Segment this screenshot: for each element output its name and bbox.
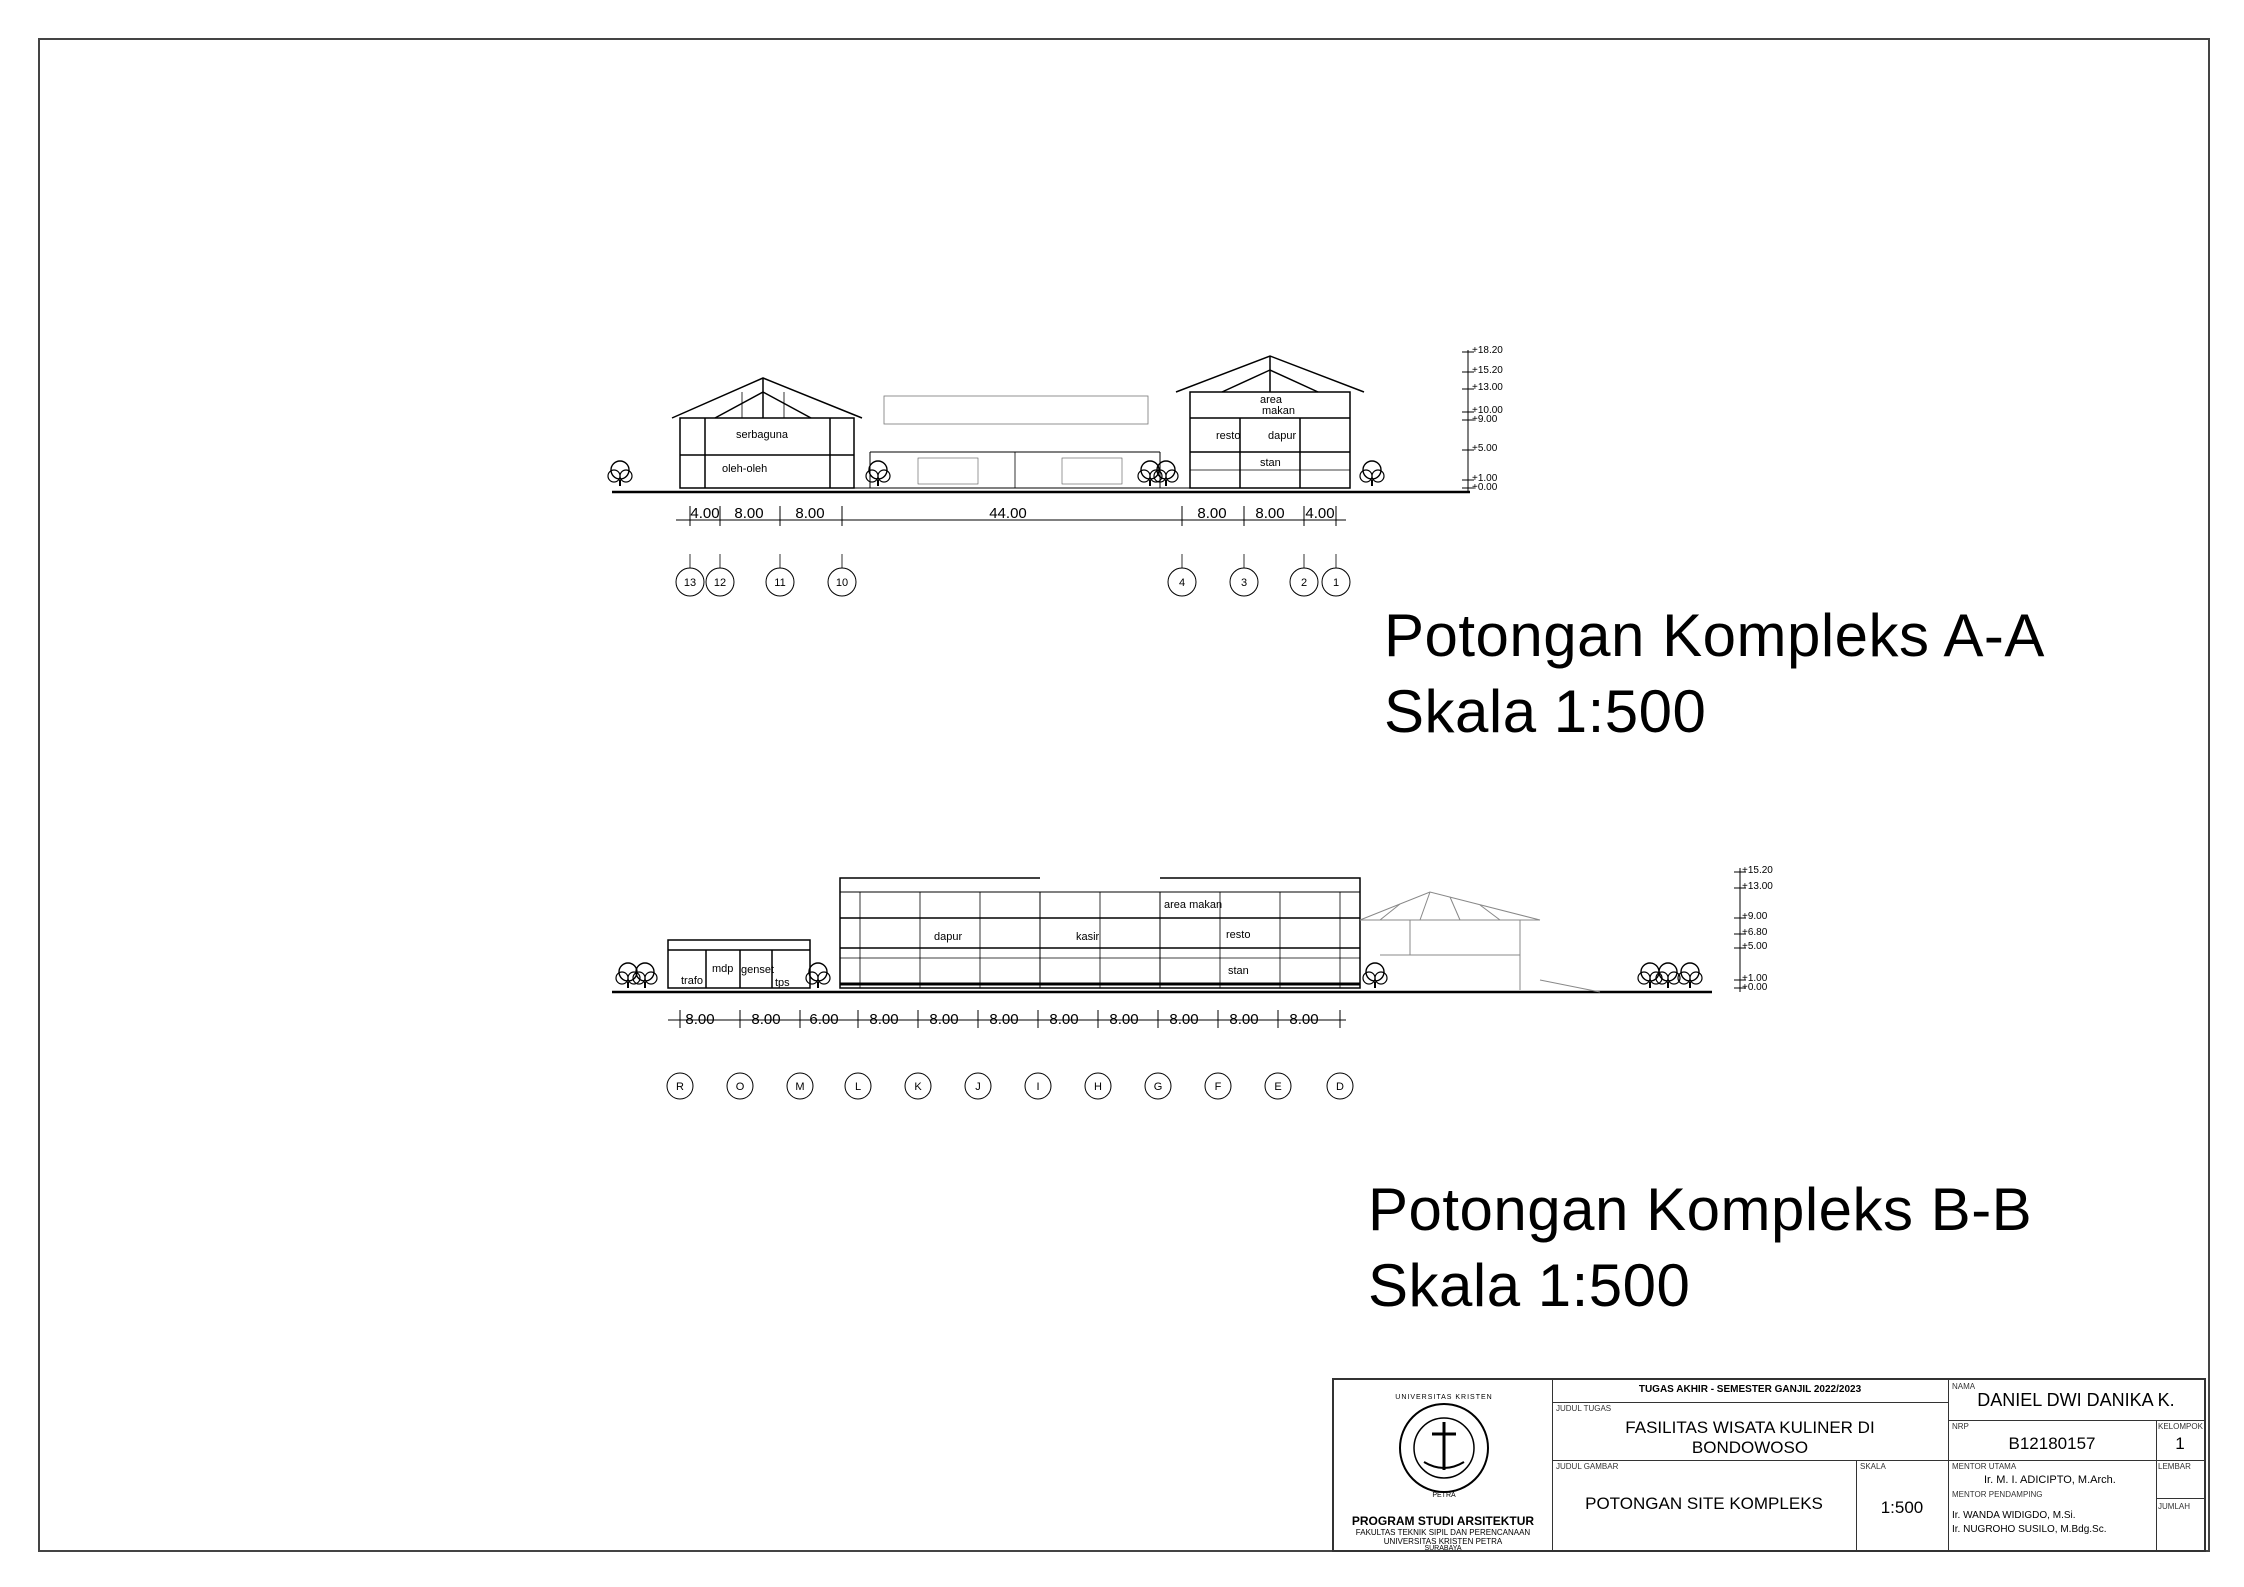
level-b-1: +13.00 [1742, 881, 1773, 892]
level-a-2: +13.00 [1472, 382, 1503, 393]
grid-b-5: J [975, 1081, 981, 1093]
room-makan: makan [1262, 405, 1296, 417]
judul-tugas-line1: FASILITAS WISATA KULINER DI [1625, 1418, 1875, 1437]
room-stan: stan [1260, 457, 1281, 469]
dim-b-8: 8.00 [1169, 1011, 1199, 1028]
room-trafo: trafo [681, 975, 704, 987]
grid-a-5: 3 [1240, 577, 1248, 589]
grid-a-7: 1 [1332, 577, 1340, 589]
level-b-0: +15.20 [1742, 865, 1773, 876]
university-name: UNIVERSITAS KRISTEN PETRA [1383, 1537, 1503, 1546]
kelompok-label: KELOMPOK [2158, 1422, 2203, 1431]
logo-bottom-text: PETRA [1432, 1492, 1456, 1499]
grid-b-8: G [1153, 1081, 1163, 1093]
grid-b-6: I [1036, 1081, 1040, 1093]
section-b-title: Potongan Kompleks B-B [1368, 1176, 2033, 1243]
level-b-4: +5.00 [1742, 941, 1768, 952]
tb-header: TUGAS AKHIR - SEMESTER GANJIL 2022/2023 [1638, 1384, 1862, 1395]
section-a-grid [676, 554, 1350, 596]
mentor-utama-label: MENTOR UTAMA [1952, 1462, 2017, 1471]
grid-a-2: 11 [774, 577, 786, 589]
grid-b-2: M [795, 1081, 805, 1093]
dim-a-0: 4.00 [690, 505, 720, 522]
dim-a-3: 44.00 [989, 505, 1027, 522]
room-dapur: dapur [1268, 430, 1297, 442]
skala-value: 1:500 [1880, 1498, 1924, 1517]
grid-a-4: 4 [1178, 577, 1186, 589]
dim-b-1: 8.00 [751, 1011, 781, 1028]
grid-a-3: 10 [835, 577, 849, 589]
city-name: SURABAYA [1424, 1545, 1462, 1552]
skala-label: SKALA [1860, 1462, 1886, 1471]
level-b-6: +0.00 [1742, 982, 1768, 993]
grid-a-0: 13 [683, 577, 697, 589]
faculty-name: FAKULTAS TEKNIK SIPIL DAN PERENCANAAN [1355, 1528, 1531, 1537]
logo-top-text: UNIVERSITAS KRISTEN [1395, 1394, 1493, 1401]
nrp-label: NRP [1952, 1422, 1969, 1431]
grid-b-3: L [854, 1081, 862, 1093]
room-tps: tps [775, 977, 790, 989]
section-b-drawing [612, 868, 1740, 992]
mentor-pendamping-label: MENTOR PENDAMPING [1952, 1490, 2043, 1499]
mentor-pendamping-2: Ir. NUGROHO SUSILO, M.Bdg.Sc. [1952, 1524, 2107, 1535]
level-a-5: +5.00 [1472, 443, 1498, 454]
section-a-title: Potongan Kompleks A-A [1384, 602, 2045, 669]
room-resto-b: resto [1226, 929, 1251, 941]
grid-b-9: F [1214, 1081, 1222, 1093]
dim-b-2: 6.00 [809, 1011, 839, 1028]
grid-b-10: E [1274, 1081, 1282, 1093]
title-block [1332, 1378, 2206, 1552]
dim-b-7: 8.00 [1109, 1011, 1139, 1028]
dim-b-10: 8.00 [1289, 1011, 1319, 1028]
level-a-1: +15.20 [1472, 365, 1503, 376]
dim-b-0: 8.00 [685, 1011, 715, 1028]
dim-a-1: 8.00 [734, 505, 764, 522]
room-serbaguna: serbaguna [736, 429, 788, 441]
room-area: area [1260, 394, 1283, 406]
room-area-makan: area makan [1164, 899, 1223, 911]
section-b-scale: Skala 1:500 [1368, 1252, 1691, 1319]
jumlah-label: JUMLAH [2158, 1502, 2191, 1511]
dim-b-9: 8.00 [1229, 1011, 1259, 1028]
dim-a-4: 8.00 [1197, 505, 1227, 522]
grid-a-6: 2 [1300, 577, 1308, 589]
university-logo [1396, 1400, 1492, 1496]
section-b-room-labels [681, 899, 1250, 989]
section-a-room-labels [722, 394, 1296, 475]
section-b-title-block [1368, 1172, 2032, 1324]
grid-b-4: K [914, 1081, 922, 1093]
judul-gambar: POTONGAN SITE KOMPLEKS [1585, 1494, 1823, 1513]
nama-value: DANIEL DWI DANIKA K. [1977, 1390, 2175, 1410]
section-a-scale: Skala 1:500 [1384, 678, 1707, 745]
section-a-dimensions [676, 505, 1346, 526]
program-name: PROGRAM STUDI ARSITEKTUR [1351, 1514, 1535, 1528]
grid-a-1: 12 [713, 577, 727, 589]
dim-b-3: 8.00 [869, 1011, 899, 1028]
dim-a-5: 8.00 [1255, 505, 1285, 522]
level-b-2: +9.00 [1742, 911, 1768, 922]
dim-a-6: 4.00 [1305, 505, 1335, 522]
dim-b-6: 8.00 [1049, 1011, 1079, 1028]
room-mdp: mdp [712, 963, 734, 975]
judul-tugas-label: JUDUL TUGAS [1556, 1404, 1612, 1413]
level-a-0: +18.20 [1472, 345, 1503, 356]
room-oleh-oleh: oleh-oleh [722, 463, 768, 475]
room-kasir: kasir [1076, 931, 1100, 943]
room-genset: genset [741, 964, 775, 976]
level-a-7: +0.00 [1472, 482, 1498, 493]
level-a-4: +9.00 [1472, 414, 1498, 425]
grid-b-11: D [1336, 1081, 1344, 1093]
level-b-3: +6.80 [1742, 927, 1768, 938]
level-a-6: +1.00 [1472, 473, 1498, 484]
grid-b-0: R [676, 1081, 684, 1093]
level-a-3: +10.00 [1472, 405, 1503, 416]
dim-a-2: 8.00 [795, 505, 825, 522]
kelompok-value: 1 [2175, 1434, 2185, 1453]
dim-b-4: 8.00 [929, 1011, 959, 1028]
mentor-utama: Ir. M. I. ADICIPTO, M.Arch. [1984, 1474, 2116, 1486]
room-stan-b: stan [1228, 965, 1249, 977]
room-dapur-b: dapur [934, 931, 963, 943]
section-b-grid [667, 1073, 1353, 1099]
judul-gambar-label: JUDUL GAMBAR [1556, 1462, 1619, 1471]
judul-tugas-line2: BONDOWOSO [1691, 1438, 1809, 1457]
level-b-5: +1.00 [1742, 973, 1768, 984]
mentor-pendamping-1: Ir. WANDA WIDIGDO, M.Si. [1952, 1510, 2076, 1521]
grid-b-7: H [1094, 1081, 1102, 1093]
grid-b-1: O [735, 1081, 745, 1093]
section-b-dimensions [668, 1010, 1346, 1028]
lembar-label: LEMBAR [2158, 1462, 2191, 1471]
nrp-value: B12180157 [2008, 1434, 2096, 1453]
nama-label: NAMA [1952, 1382, 1976, 1391]
room-resto: resto [1216, 430, 1241, 442]
dim-b-5: 8.00 [989, 1011, 1019, 1028]
section-a-title-block [1384, 598, 2045, 750]
